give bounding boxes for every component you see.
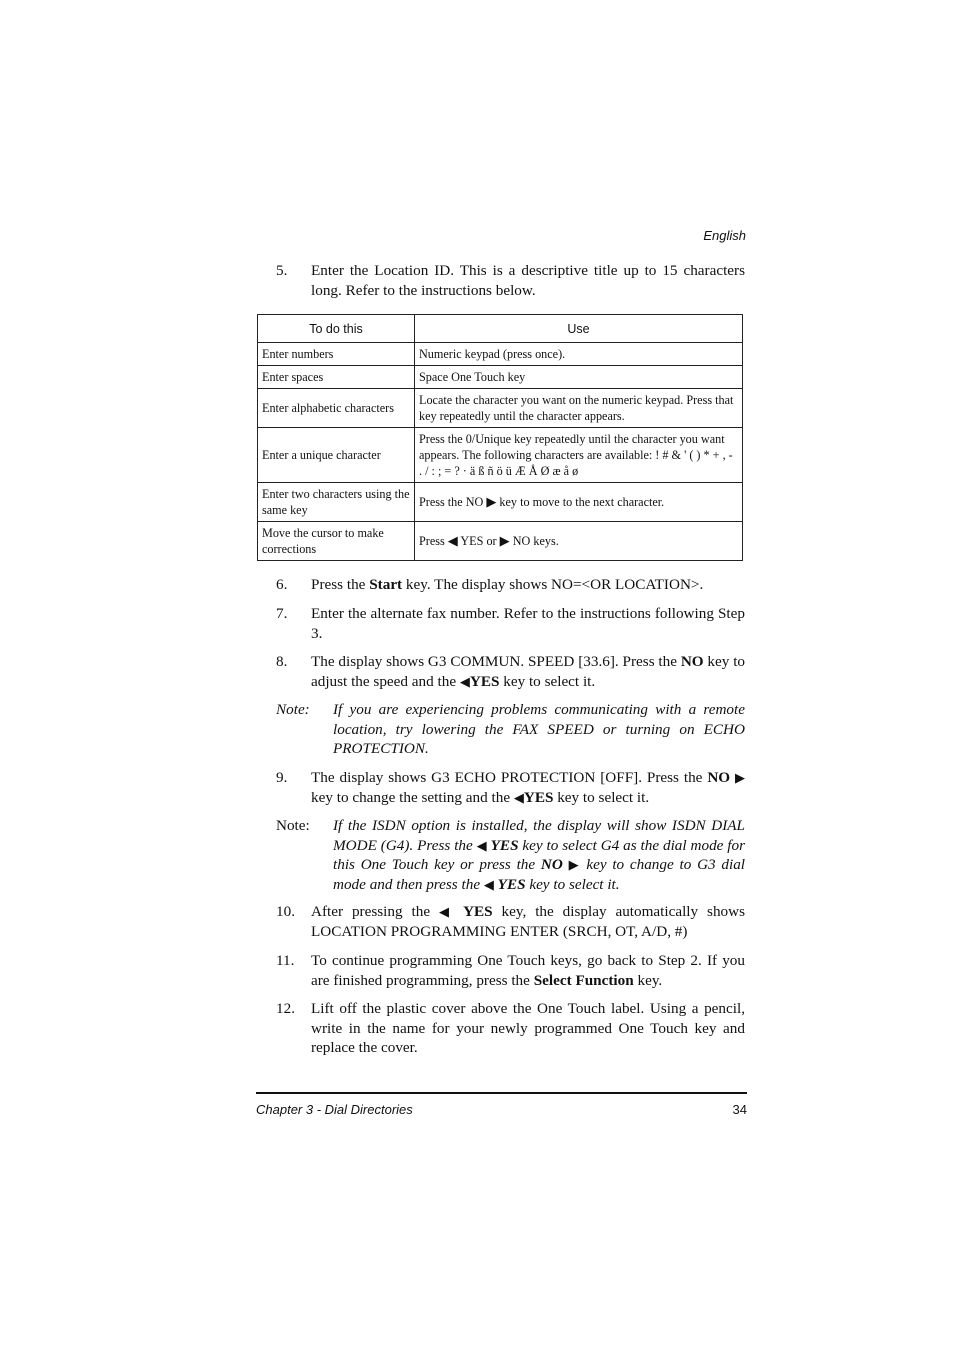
right-triangle-icon: ▶ [486, 494, 497, 509]
text-run: key to select G4 as the dial mode for this One Touch key or press the [333, 836, 746, 873]
step-text: Lift off the plastic cover above the One Touch label. Using a pencil, write in the name for your newly programmed One Touch key and replace the cover. [311, 1000, 745, 1056]
right-triangle-icon: ▶ [735, 770, 746, 785]
text-run: key to select it. [525, 875, 620, 893]
step-7 [276, 604, 745, 643]
table-cell-use: Numeric keypad (press once). [415, 343, 743, 366]
bold-key-name: YES [497, 875, 526, 893]
bold-key-name: Select Function [533, 971, 634, 989]
note-text: If you are experiencing problems communicating with a remote location, try lowering the FAX SPEED or turning on ECHO PROTECTION. [333, 701, 745, 757]
text-run: The display shows G3 ECHO PROTECTION [OFF]. Press the [311, 769, 708, 786]
step-number: 7. [276, 605, 288, 622]
use-text-pre: Press the NO [419, 495, 487, 509]
footer-divider [256, 1092, 747, 1094]
text-run: After pressing the [311, 903, 439, 920]
table-cell-action: Enter numbers [258, 343, 415, 366]
left-triangle-icon: ◀ [447, 533, 458, 548]
step-9 [276, 768, 745, 807]
footer-page-number: 34 [732, 1102, 747, 1117]
table-row [258, 522, 743, 561]
step-number: 5. [276, 262, 288, 279]
bold-key-name: NO [540, 856, 563, 873]
step-12 [276, 999, 745, 1058]
text-run: key to change the setting and the [311, 788, 514, 806]
text-run: key. [633, 971, 663, 989]
table-cell-use: Locate the character you want on the numeric keypad. Press that key repeatedly until the character appears. [415, 389, 743, 428]
text-run: The display shows G3 COMMUN. SPEED [33.6]. Press the [311, 653, 681, 670]
note-label: Note: [276, 817, 310, 834]
table-cell-action: Move the cursor to make corrections [258, 522, 415, 561]
step-number: 11. [276, 952, 295, 969]
note-1 [276, 700, 745, 759]
step-text [311, 575, 745, 595]
step-text [311, 902, 745, 941]
step-text [311, 652, 745, 691]
right-triangle-icon: ▶ [568, 857, 581, 872]
table-cell-action: Enter a unique character [258, 428, 415, 483]
bold-key-name: YES [490, 836, 519, 854]
text-run: If the ISDN option is installed, the display will show ISDN DIAL MODE (G4). Press the [333, 817, 745, 854]
left-triangle-icon: ◀ [459, 673, 470, 689]
step-6 [276, 575, 745, 595]
step-number: 12. [276, 1000, 295, 1017]
text-run: key to adjust the speed and the [311, 653, 746, 690]
table-header-row [258, 315, 743, 343]
text-run: Press the [311, 576, 370, 593]
left-triangle-icon: ◀ [476, 837, 487, 853]
right-triangle-icon: ▶ [499, 533, 510, 548]
use-text-post: NO keys. [509, 534, 559, 548]
left-triangle-icon: ◀ [483, 876, 494, 892]
table-cell-action: Enter alphabetic characters [258, 389, 415, 428]
table-cell-use [415, 483, 743, 522]
step-5 [276, 261, 745, 300]
text-run: key. The display shows NO=<OR LOCATION>. [402, 576, 704, 593]
text-run: key to select it. [499, 672, 596, 690]
left-triangle-icon: ◀ [513, 789, 524, 805]
bold-key-name: Start [369, 576, 403, 593]
use-text-mid: YES or [457, 534, 500, 548]
step-number: 8. [276, 653, 288, 670]
note-text [333, 816, 745, 894]
bold-key-name: NO [707, 769, 731, 786]
table-cell-action: Enter spaces [258, 366, 415, 389]
bold-key-name: YES [469, 672, 500, 690]
step-text: Enter the alternate fax number. Refer to the instructions following Step 3. [311, 605, 745, 642]
table-row [258, 428, 743, 483]
text-run: key, the display automatically shows LOCATION PROGRAMMING ENTER (SRCH, OT, A/D, #) [311, 903, 746, 940]
step-number: 10. [276, 903, 295, 920]
note-label: Note: [276, 701, 310, 718]
step-8 [276, 652, 745, 691]
header-language: English [703, 228, 746, 243]
text-run: key to change to G3 dial mode and then press the [333, 856, 746, 893]
column-header-action: To do this [258, 315, 415, 343]
step-number: 9. [276, 769, 288, 786]
table-row [258, 343, 743, 366]
step-10 [276, 902, 745, 941]
table-cell-use: Press the 0/Unique key repeatedly until the character you want appears. The following characters are available: ! # & ' ( ) * + , - . / : ; = ? · ä ß ñ ö ü Æ Å Ø æ å ø [415, 428, 743, 483]
character-entry-table [257, 314, 743, 561]
use-text-pre: Press [419, 534, 448, 548]
bold-key-name: YES [463, 903, 493, 920]
bold-key-name: NO [680, 653, 704, 670]
use-text-post: key to move to the next character. [496, 495, 665, 509]
note-2 [276, 816, 745, 894]
table-cell-use: Space One Touch key [415, 366, 743, 389]
table-row [258, 389, 743, 428]
step-text: Enter the Location ID. This is a descriptive title up to 15 characters long. Refer to the instructions below. [311, 262, 745, 299]
step-number: 6. [276, 576, 288, 593]
bold-key-name: YES [523, 788, 554, 806]
text-run: To continue programming One Touch keys, go back to Step 2. If you are finished programming, press the [311, 952, 745, 989]
step-text [311, 951, 745, 990]
step-11 [276, 951, 745, 990]
table-row [258, 483, 743, 522]
column-header-use: Use [415, 315, 743, 343]
table-cell-use [415, 522, 743, 561]
table-cell-action: Enter two characters using the same key [258, 483, 415, 522]
step-text [311, 768, 745, 807]
text-run: key to select it. [553, 788, 650, 806]
table-row [258, 366, 743, 389]
left-triangle-icon: ◀ [439, 904, 455, 919]
footer-chapter: Chapter 3 - Dial Directories [256, 1102, 413, 1117]
